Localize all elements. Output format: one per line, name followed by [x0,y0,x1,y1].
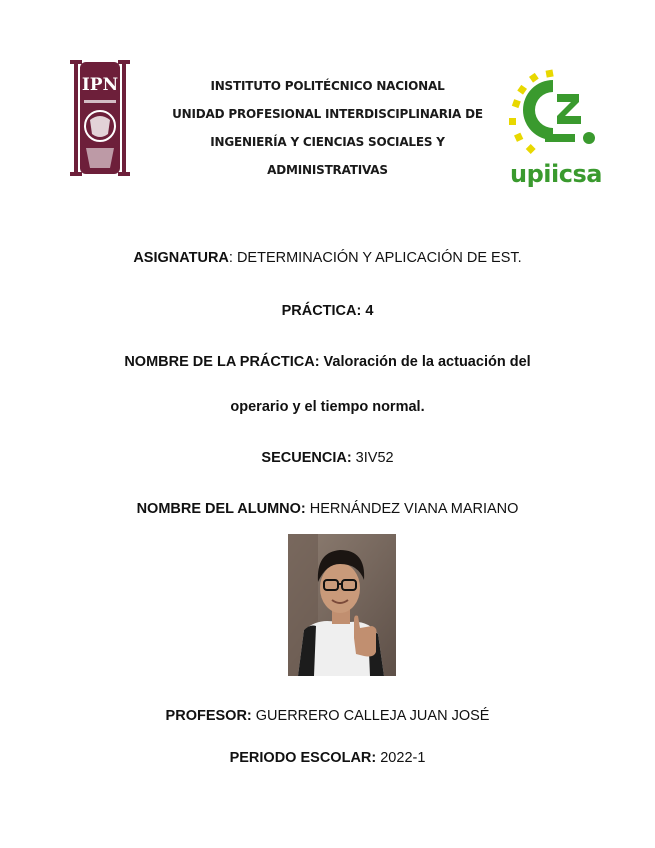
periodo-value: 2022-1 [376,750,426,766]
asignatura-label: ASIGNATURA [133,250,229,266]
secuencia-label: SECUENCIA: [261,450,352,466]
ipn-logo-text: IPN [81,75,119,95]
alumno-value: HERNÁNDEZ VIANA MARIANO [305,501,519,517]
header-line-1: INSTITUTO POLITÉCNICO NACIONAL [210,79,445,93]
asignatura-line [0,250,655,266]
ipn-logo-icon [64,56,134,180]
nombre-practica-line-2 [0,399,655,415]
nombre-practica-value-1: Valoración de la actuación del [319,354,531,370]
upiicsa-logo-text: upiicsa [510,160,602,188]
profesor-value: GUERRERO CALLEJA JUAN JOSÉ [251,708,490,724]
secuencia-line [0,450,655,466]
header-line-4: ADMINISTRATIVAS [267,163,388,177]
profesor-line [0,708,655,724]
nombre-practica-value-2: operario y el tiempo normal. [230,399,425,415]
asignatura-value: : DETERMINACIÓN Y APLICACIÓN DE EST. [228,250,522,266]
profesor-label: PROFESOR: [165,708,252,724]
header-line-3: INGENIERÍA Y CIENCIAS SOCIALES Y [210,135,445,149]
header-line-2: UNIDAD PROFESIONAL INTERDISCIPLINARIA DE [172,107,483,121]
practica-label: PRÁCTICA: 4 [281,303,374,319]
alumno-label: NOMBRE DEL ALUMNO: [136,501,306,517]
upiicsa-logo-icon [505,66,607,188]
periodo-line [0,750,655,766]
institution-header [160,72,495,184]
secuencia-value: 3IV52 [351,450,394,466]
alumno-line [0,501,655,517]
student-photo-icon [288,534,396,676]
periodo-label: PERIODO ESCOLAR: [229,750,377,766]
practica-line [0,303,655,319]
nombre-practica-line-1 [0,354,655,370]
nombre-practica-label: NOMBRE DE LA PRÁCTICA: [124,354,320,370]
